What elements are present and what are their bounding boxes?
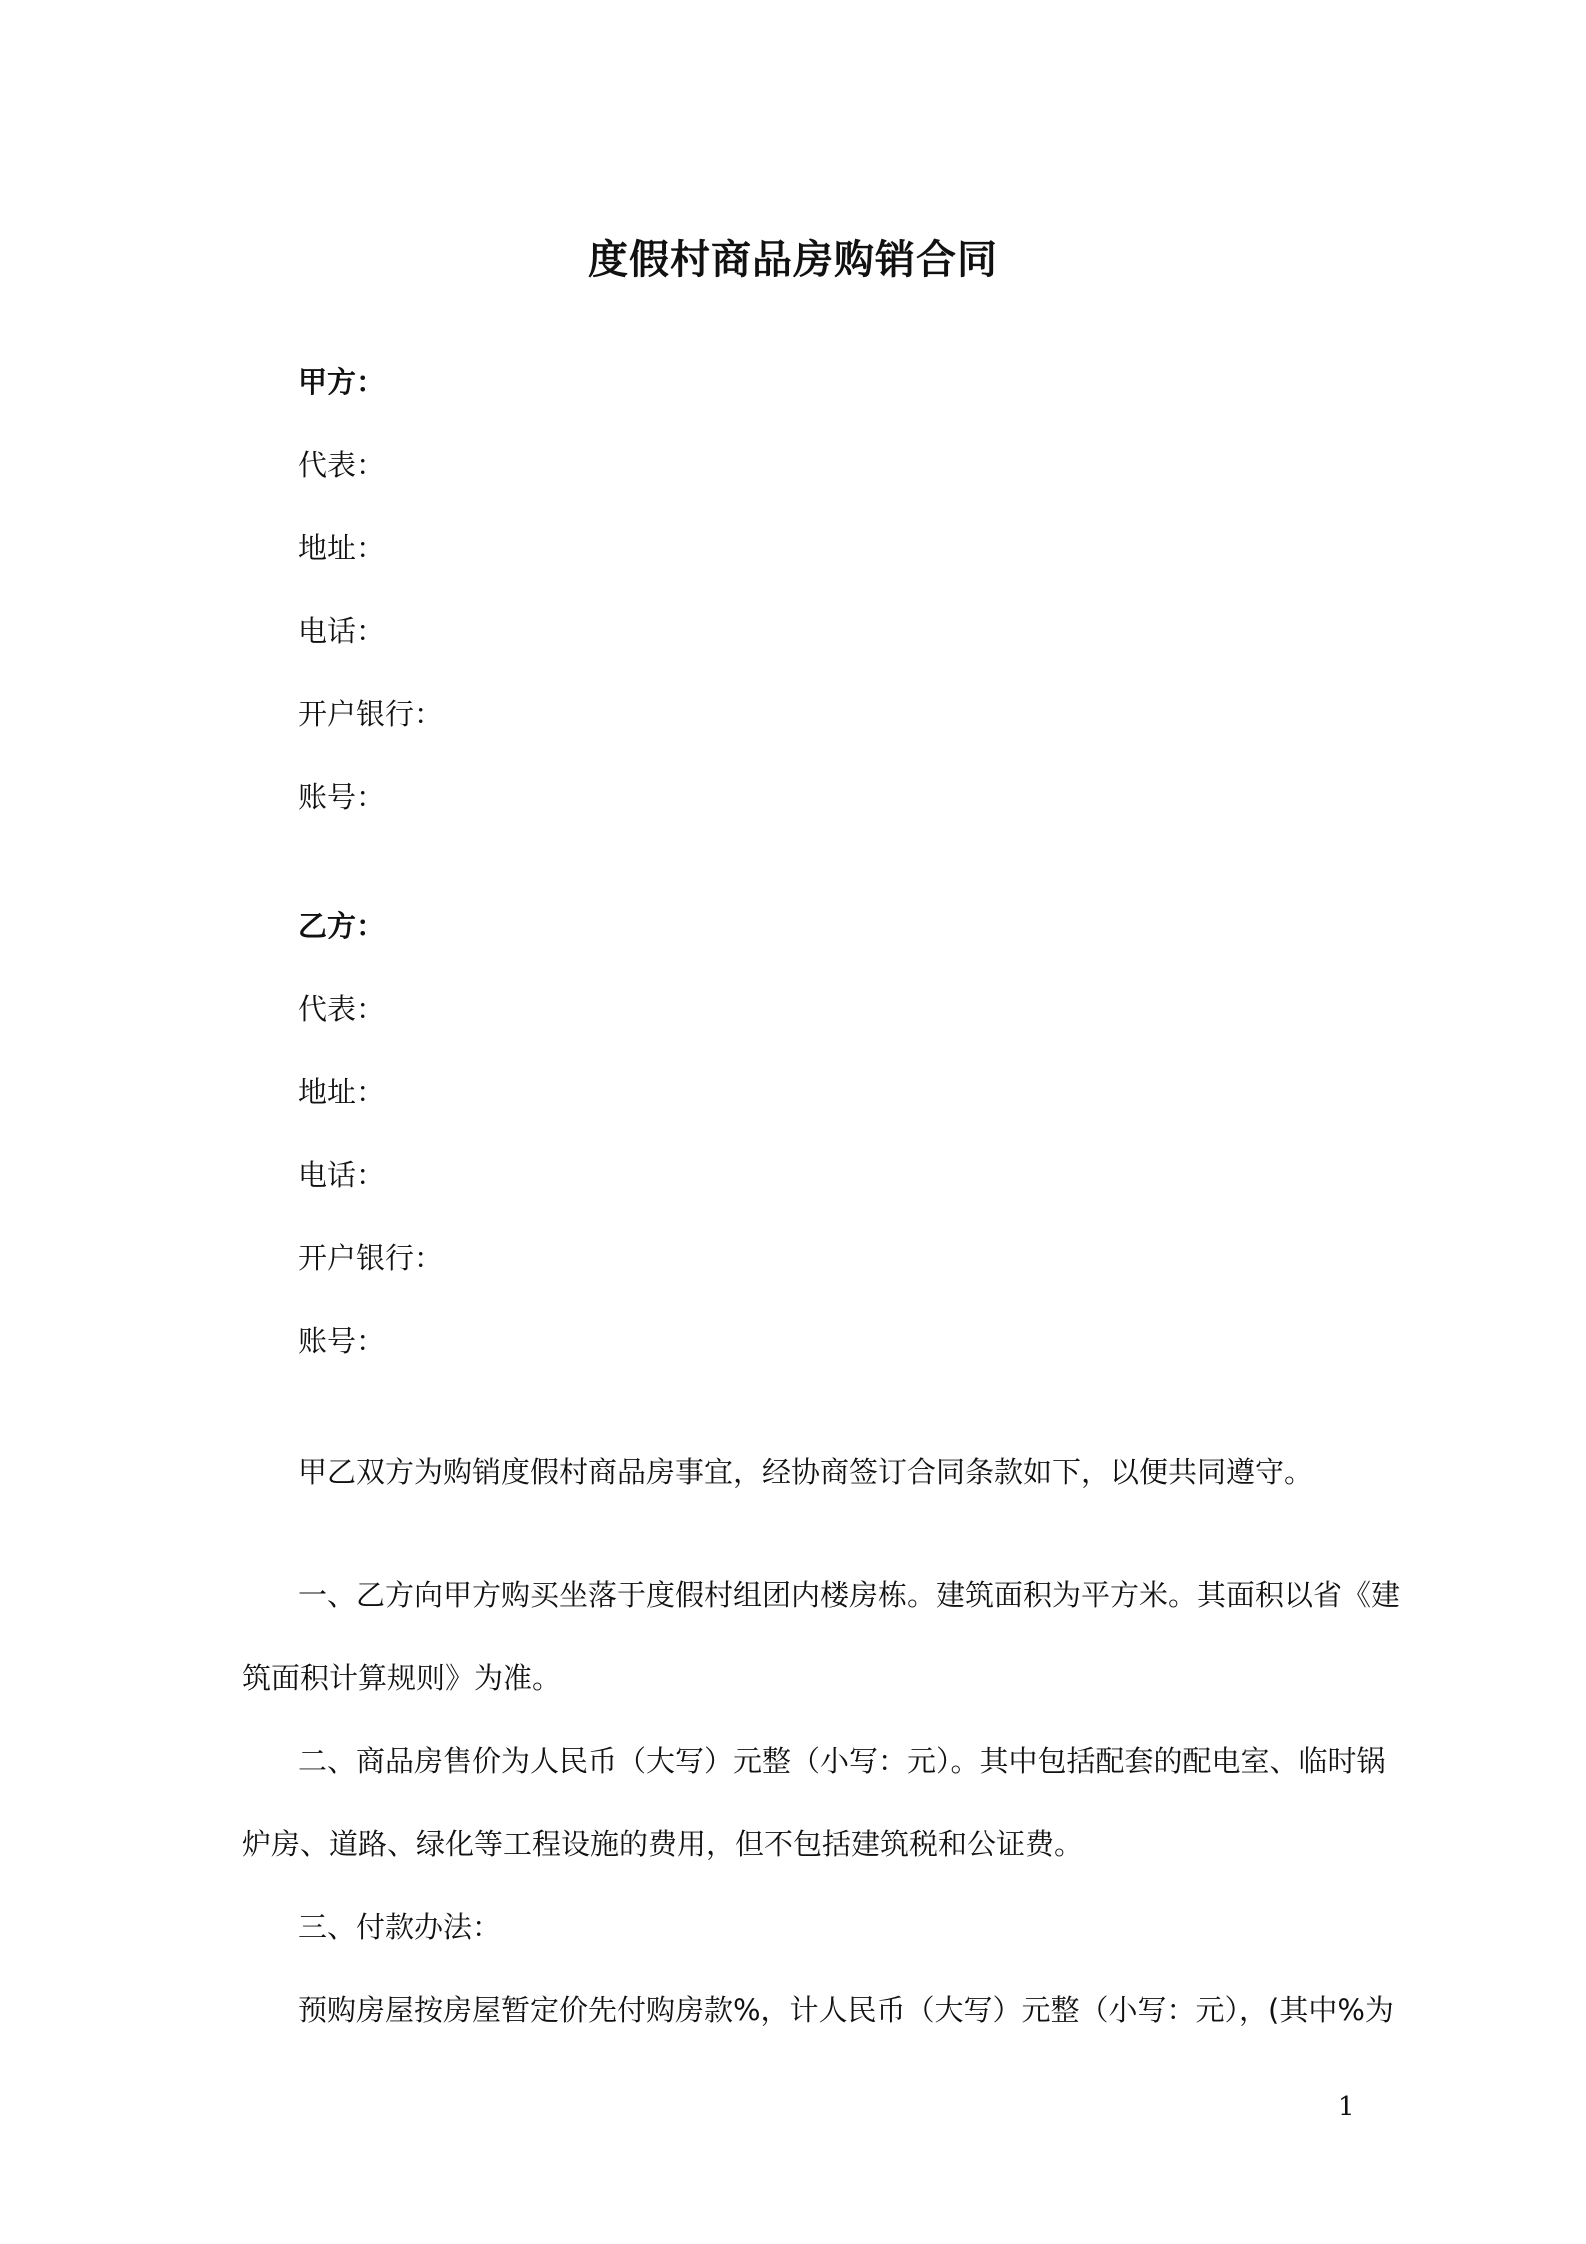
party-b-heading: 乙方： <box>298 909 386 943</box>
party-b-phone: 电话： <box>298 1158 386 1192</box>
clause-1-line-1 <box>242 1575 1401 1615</box>
clause-2-line-2 <box>242 1824 1352 1864</box>
party-b-account: 账号： <box>298 1324 386 1358</box>
party-a-account: 账号： <box>298 780 386 814</box>
party-a-heading: 甲方： <box>298 365 386 399</box>
party-a-address: 地址： <box>298 531 386 565</box>
party-b-address: 地址： <box>298 1075 386 1109</box>
clause-2-text-2: 炉房、道路、绿化等工程设施的费用，但不包括建筑税和公证费。 <box>242 1827 1084 1861</box>
preamble-text: 甲乙双方为购销度假村商品房事宜，经协商签订合同条款如下，以便共同遵守。 <box>298 1455 1314 1489</box>
preamble-paragraph <box>242 1452 1352 1492</box>
clause-2-line-1 <box>242 1741 1386 1781</box>
party-b-representative: 代表： <box>298 992 386 1026</box>
document-title: 度假村商品房购销合同 <box>588 237 998 283</box>
clause-3-heading <box>242 1907 1352 1947</box>
party-a-bank: 开户银行： <box>298 697 444 731</box>
page-number: 1 <box>1338 2092 1355 2122</box>
party-a-phone: 电话： <box>298 614 386 648</box>
party-a-representative: 代表： <box>298 448 386 482</box>
clause-1-text-2: 筑面积计算规则》为准。 <box>242 1661 562 1695</box>
party-b-bank: 开户银行： <box>298 1241 444 1275</box>
clause-2-text-1: 二、商品房售价为人民币（大写）元整（小写：元）。其中包括配套的配电室、临时锅 <box>298 1744 1386 1778</box>
clause-3-text-1: 预购房屋按房屋暂定价先付购房款%，计人民币（大写）元整（小写：元），(其中%为 <box>298 1993 1394 2027</box>
clause-3-line-1 <box>242 1990 1394 2030</box>
clause-1-text-1: 一、乙方向甲方购买坐落于度假村组团内楼房栋。建筑面积为平方米。其面积以省《建 <box>298 1578 1401 1612</box>
clause-1-line-2 <box>242 1658 1352 1698</box>
clause-3-heading-text: 三、付款办法： <box>298 1910 502 1944</box>
